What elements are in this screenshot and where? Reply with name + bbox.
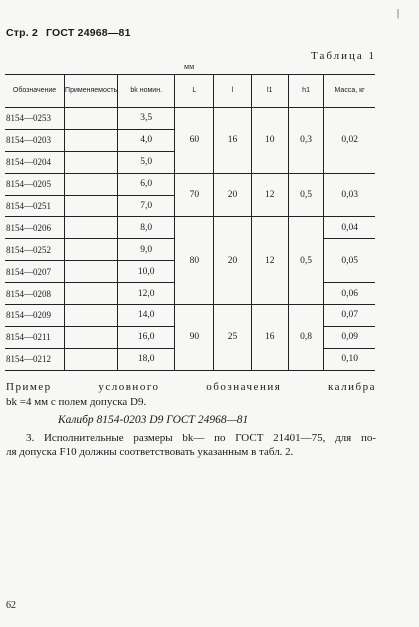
cell-applicability [65,239,118,261]
cell-bk: 7,0 [118,195,175,217]
cell-applicability [65,217,118,239]
col-l: l [214,75,251,108]
cell-mass: 0,04 [324,217,375,239]
example-intro: Пример условного обозначения калибра [6,381,376,393]
dimensions-table [5,74,375,371]
cell-h1: 0,5 [288,173,323,217]
col-h1: h1 [288,75,323,108]
cell-bk: 3,5 [118,108,175,130]
cell-bk: 5,0 [118,151,175,173]
cell-bk: 6,0 [118,173,175,195]
table-row [5,217,375,239]
example-bk: bk =4 мм с полем допуска D9. [6,396,147,408]
cell-l: 16 [214,108,251,174]
cell-bk: 16,0 [118,326,175,348]
cell-mass: 0,06 [324,283,375,305]
example-designation: Калибр 8154-0203 D9 ГОСТ 24968—81 [58,414,249,426]
cell-mass: 0,03 [324,173,375,217]
table-row [5,305,375,327]
cell-bk: 10,0 [118,261,175,283]
cell-code: 8154—0253 [5,108,65,130]
standard-label: ГОСТ 24968—81 [46,27,131,39]
cell-h1: 0,3 [288,108,323,174]
table-row [5,108,375,130]
cell-l1: 16 [251,305,288,371]
col-bk: bk номин. [118,75,175,108]
page-header [6,27,131,39]
cell-bk: 4,0 [118,129,175,151]
cell-applicability [65,261,118,283]
clause-3-line1: 3. Исполнительные размеры bk— по ГОСТ 21401—75, для по- [26,432,376,444]
cell-l1: 10 [251,108,288,174]
cell-code: 8154—0212 [5,348,65,370]
col-l1: l1 [251,75,288,108]
cell-applicability [65,129,118,151]
clause-3-line2: ля допуска F10 должны соответствовать указанным в табл. 2. [6,446,294,458]
table-header-row [5,75,375,108]
table-caption: Таблица 1 [311,50,377,62]
cell-l: 20 [214,217,251,305]
cell-h1: 0,5 [288,217,323,305]
cell-bk: 9,0 [118,239,175,261]
cell-mass: 0,10 [324,348,375,370]
page-number: 62 [6,600,16,611]
cell-L: 70 [175,173,214,217]
cell-bk: 8,0 [118,217,175,239]
cell-code: 8154—0252 [5,239,65,261]
cell-code: 8154—0209 [5,305,65,327]
cell-bk: 18,0 [118,348,175,370]
cell-h1: 0,8 [288,305,323,371]
cell-applicability [65,283,118,305]
cell-code: 8154—0211 [5,326,65,348]
cell-mass: 0,05 [324,239,375,283]
cell-L: 60 [175,108,214,174]
cell-applicability [65,173,118,195]
cell-bk: 14,0 [118,305,175,327]
cell-l1: 12 [251,173,288,217]
cell-applicability [65,151,118,173]
cell-applicability [65,348,118,370]
cell-code: 8154—0204 [5,151,65,173]
margin-mark: | [397,8,400,19]
table-row [5,173,375,195]
cell-code: 8154—0206 [5,217,65,239]
cell-mass: 0,07 [324,305,375,327]
cell-code: 8154—0207 [5,261,65,283]
col-L: L [175,75,214,108]
cell-l1: 12 [251,217,288,305]
cell-l: 20 [214,173,251,217]
cell-code: 8154—0205 [5,173,65,195]
col-applicability: Применяемость [65,75,118,108]
table-unit: мм [184,62,195,71]
col-designation: Обозначение [5,75,65,108]
cell-applicability [65,108,118,130]
cell-bk: 12,0 [118,283,175,305]
cell-code: 8154—0203 [5,129,65,151]
cell-applicability [65,305,118,327]
cell-mass: 0,09 [324,326,375,348]
col-mass: Масса, кг [324,75,375,108]
cell-l: 25 [214,305,251,371]
cell-code: 8154—0251 [5,195,65,217]
cell-mass: 0,02 [324,108,375,174]
cell-applicability [65,195,118,217]
page-label: Стр. 2 [6,27,39,39]
cell-L: 80 [175,217,214,305]
cell-L: 90 [175,305,214,371]
cell-applicability [65,326,118,348]
cell-code: 8154—0208 [5,283,65,305]
